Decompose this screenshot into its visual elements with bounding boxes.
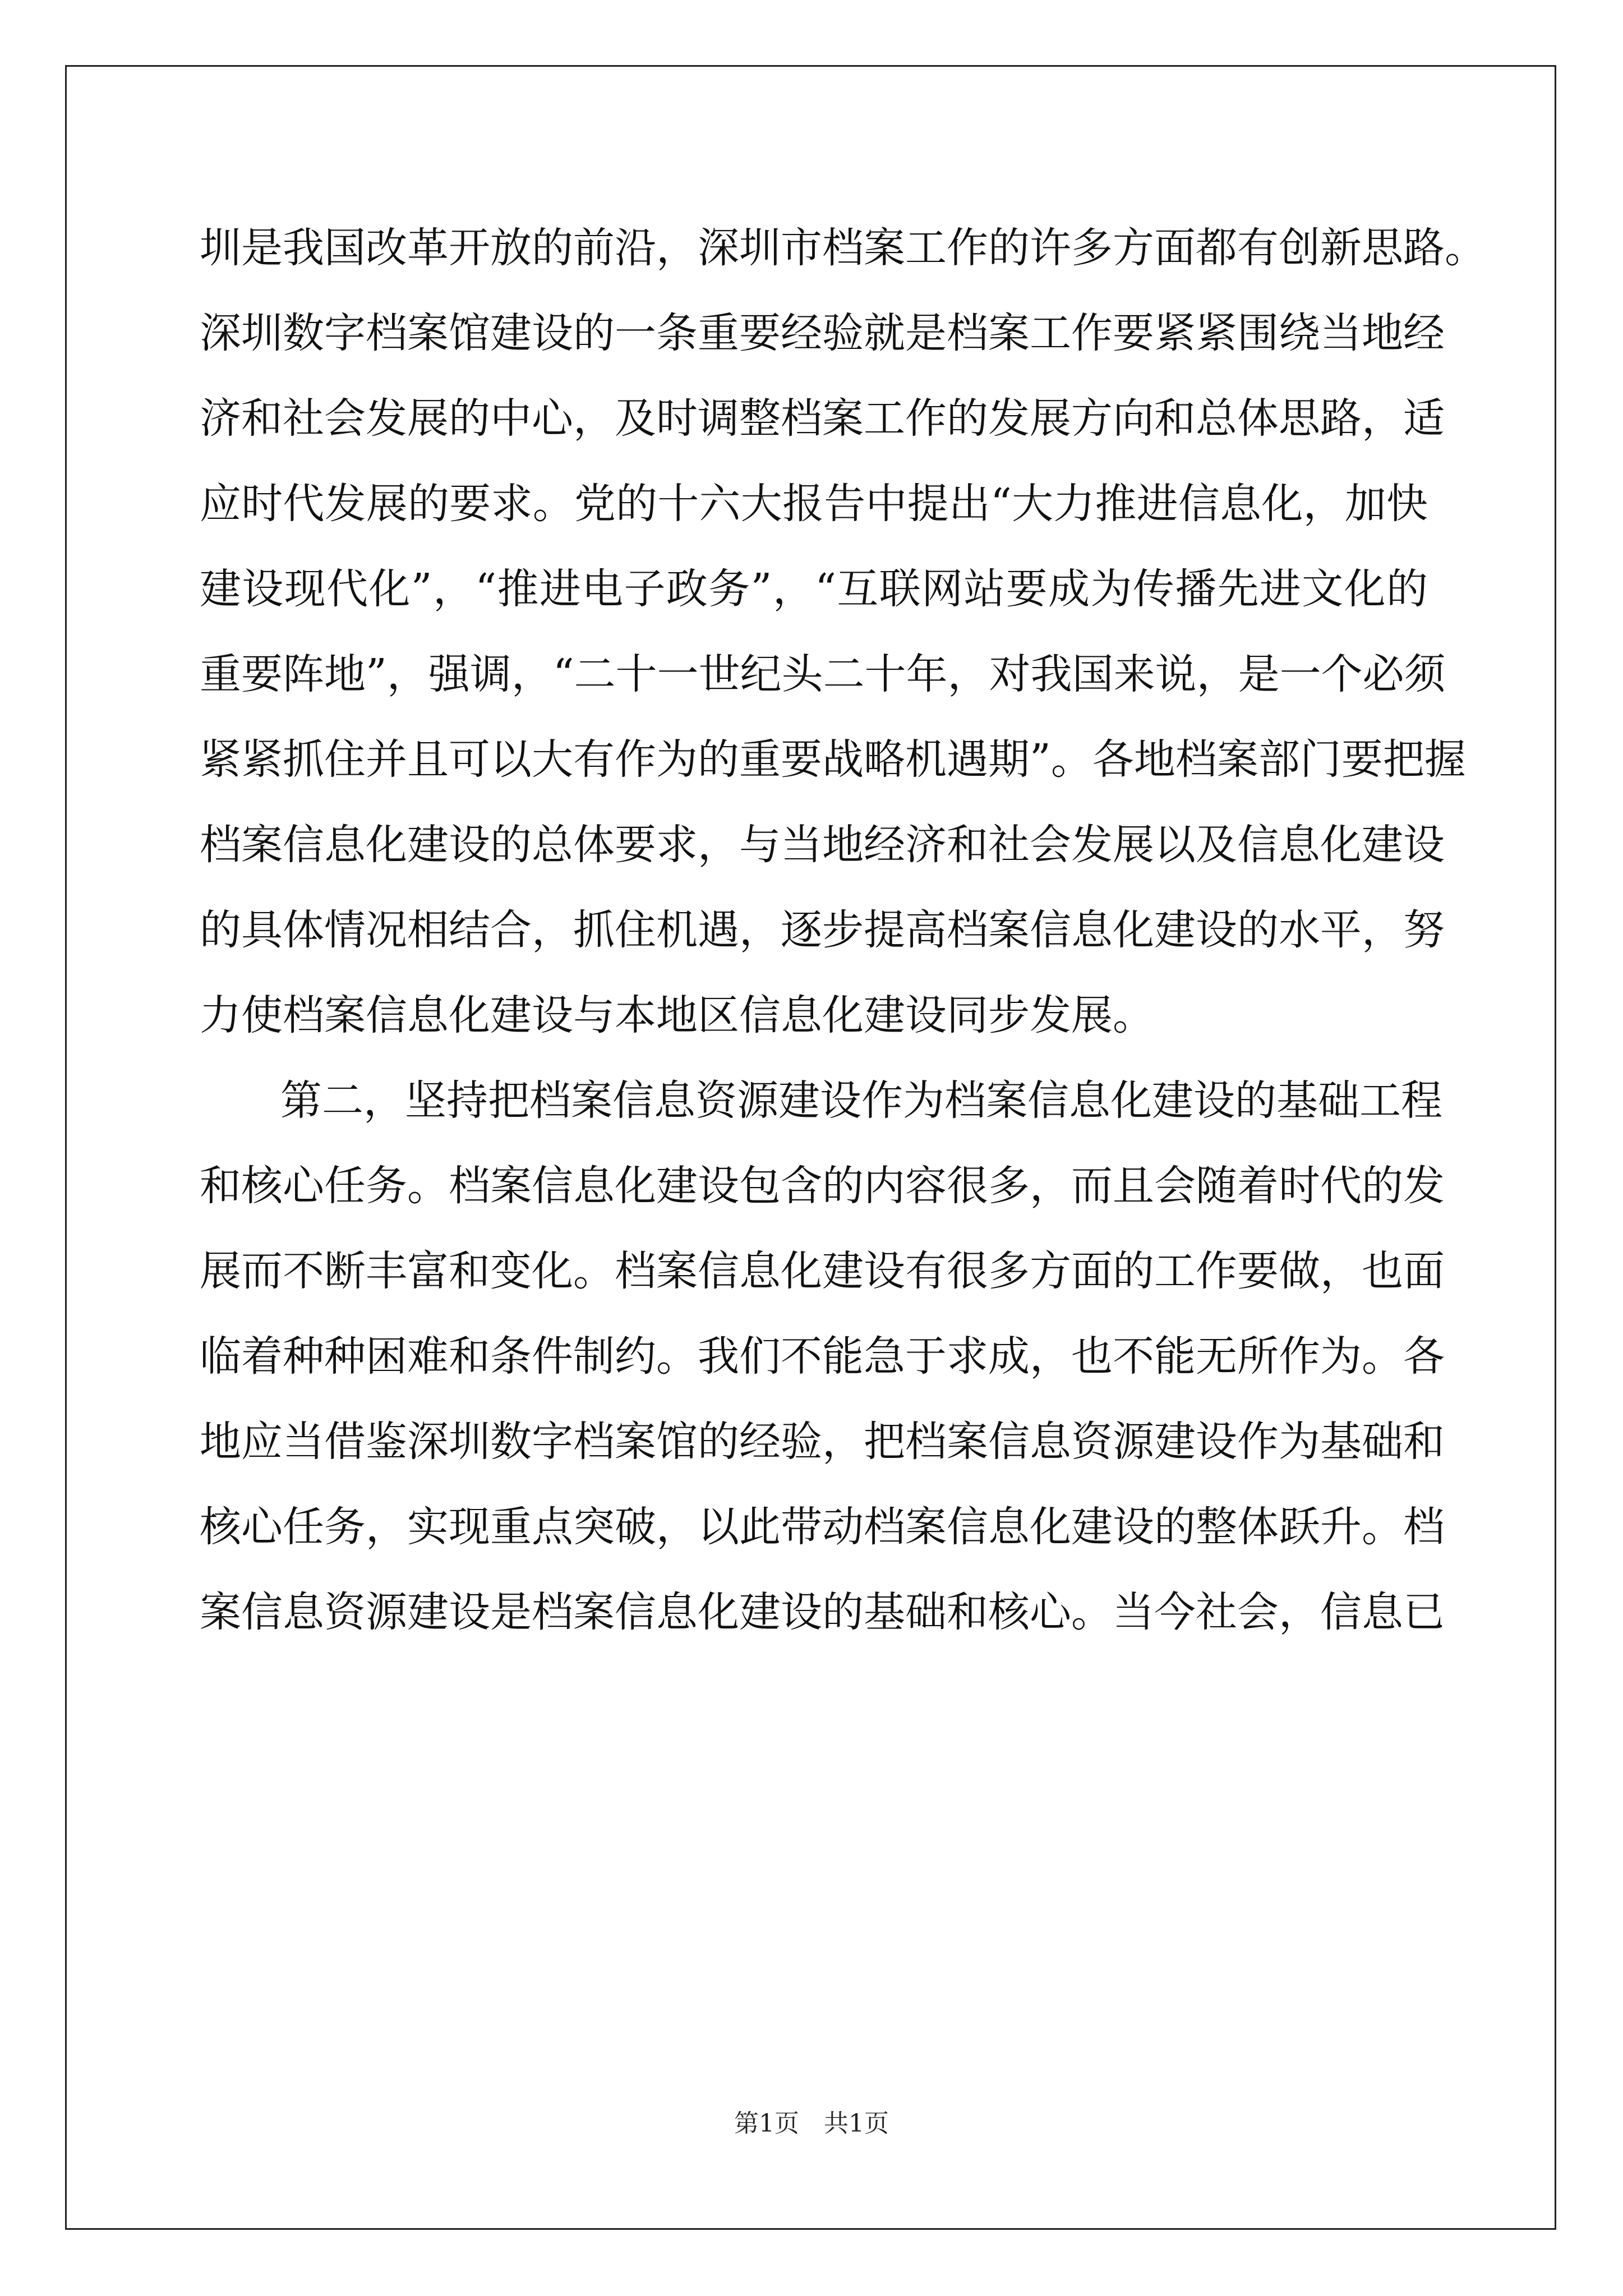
text-line: 圳是我国改革开放的前沿，深圳市档案工作的许多方面都有创新思路。 — [200, 224, 1486, 272]
text-line: 地应当借鉴深圳数字档案馆的经验，把档案信息资源建设作为基础和 — [200, 1418, 1445, 1466]
page-frame — [65, 65, 1556, 2230]
text-line: 展而不断丰富和变化。档案信息化建设有很多方面的工作要做，也面 — [200, 1247, 1445, 1295]
text-line: 第二，坚持把档案信息资源建设作为档案信息化建设的基础工程 — [280, 1076, 1442, 1125]
text-line: 案信息资源建设是档案信息化建设的基础和核心。当今社会，信息已 — [200, 1588, 1445, 1636]
text-line: 核心任务，实现重点突破，以此带动档案信息化建设的整体跃升。档 — [200, 1503, 1445, 1551]
text-line: 档案信息化建设的总体要求，与当地经济和社会发展以及信息化建设 — [200, 821, 1445, 869]
text-line: 建设现代化”，“推进电子政务”，“互联网站要成为传播先进文化的 — [200, 565, 1428, 613]
text-line: 和核心任务。档案信息化建设包含的内容很多，而且会随着时代的发 — [200, 1162, 1445, 1210]
text-line: 济和社会发展的中心，及时调整档案工作的发展方向和总体思路，适 — [200, 394, 1445, 443]
text-line: 重要阵地”，强调，“二十一世纪头二十年，对我国来说，是一个必须 — [200, 650, 1446, 698]
page-number-footer: 第1页 共1页 — [734, 2109, 889, 2138]
text-line: 应时代发展的要求。党的十六大报告中提出“大力推进信息化，加快 — [200, 480, 1428, 528]
text-line: 紧紧抓住并且可以大有作为的重要战略机遇期”。各地档案部门要把握 — [200, 735, 1466, 784]
text-line: 深圳数字档案馆建设的一条重要经验就是档案工作要紧紧围绕当地经 — [200, 309, 1445, 357]
text-line: 力使档案信息化建设与本地区信息化建设同步发展。 — [200, 991, 1154, 1039]
text-line: 的具体情况相结合，抓住机遇，逐步提高档案信息化建设的水平，努 — [200, 906, 1445, 954]
text-line: 临着种种困难和条件制约。我们不能急于求成，也不能无所作为。各 — [200, 1332, 1445, 1381]
